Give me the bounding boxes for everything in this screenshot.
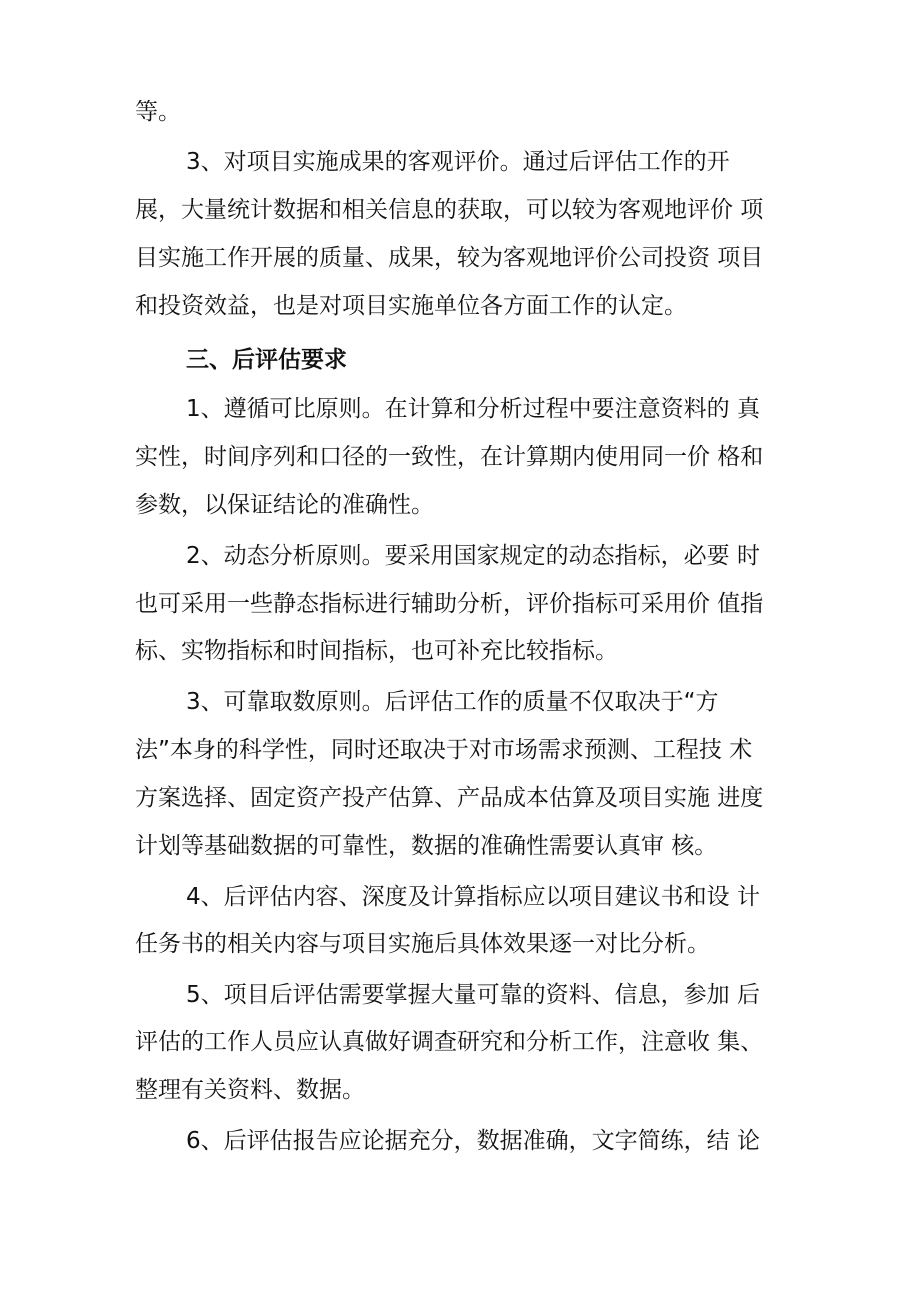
paragraph-line: 方案选择、固定资产投产估算、产品成本估算及项目实施 进度: [135, 785, 764, 811]
paragraph-line: 1、遵循可比原则。在计算和分析过程中要注意资料的 真: [186, 396, 760, 422]
paragraph-line: 和投资效益，也是对项目实施单位各方面工作的认定。: [135, 293, 687, 319]
paragraph-line: 5、项目后评估需要掌握大量可靠的资料、信息，参加 后: [186, 982, 760, 1008]
paragraph-line: 6、后评估报告应论据充分，数据准确，文字简练，结 论: [186, 1128, 760, 1154]
paragraph-line: 4、后评估内容、深度及计算指标应以项目建议书和设 计: [186, 884, 760, 910]
section-heading: 三、后评估要求: [186, 347, 347, 373]
paragraph-line: 2、动态分析原则。要采用国家规定的动态指标，必要 时: [186, 543, 760, 569]
paragraph-line: 3、可靠取数原则。后评估工作的质量不仅取决于“方: [186, 689, 719, 715]
paragraph-line: 也可采用一些静态指标进行辅助分析，评价指标可采用价 值指: [135, 591, 764, 617]
paragraph-line: 3、对项目实施成果的客观评价。通过后评估工作的开: [186, 149, 730, 175]
paragraph-line: 实性，时间序列和口径的一致性，在计算期内使用同一价 格和: [135, 444, 764, 470]
paragraph-line: 评估的工作人员应认真做好调查研究和分析工作，注意收 集、: [135, 1029, 764, 1055]
paragraph-line: 标、实物指标和时间指标，也可补充比较指标。: [135, 638, 618, 664]
paragraph-line: 整理有关资料、数据。: [135, 1077, 365, 1103]
paragraph-line: 等。: [135, 99, 181, 125]
paragraph-line: 目实施工作开展的质量、成果，较为客观地评价公司投资 项目: [135, 245, 764, 271]
paragraph-line: 展，大量统计数据和相关信息的获取，可以较为客观地评价 项: [135, 197, 764, 223]
paragraph-line: 计划等基础数据的可靠性，数据的准确性需要认真审 核。: [135, 833, 718, 859]
paragraph-line: 法”本身的科学性，同时还取决于对市场需求预测、工程技 术: [135, 737, 753, 763]
paragraph-line: 任务书的相关内容与项目实施后具体效果逐一对比分析。: [135, 931, 710, 957]
paragraph-line: 参数，以保证结论的准确性。: [135, 492, 434, 518]
